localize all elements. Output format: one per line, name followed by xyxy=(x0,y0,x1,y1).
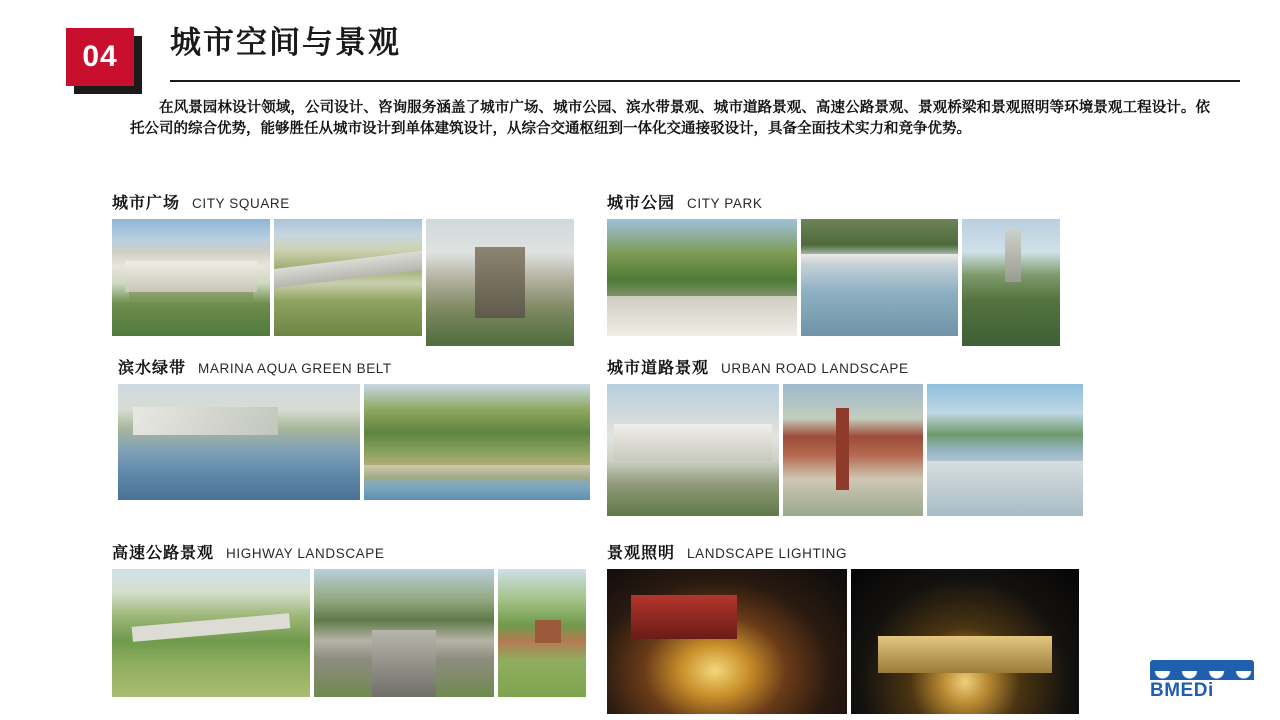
photo-city-square-aerial xyxy=(112,219,270,336)
title-wrapper xyxy=(170,25,401,67)
block-city-square xyxy=(112,190,574,346)
photo-waterfront-aerial-render xyxy=(118,384,360,500)
slide-header xyxy=(66,25,401,86)
photo-city-park-plaza xyxy=(607,219,797,336)
photo-row xyxy=(607,384,1083,516)
block-label-en: MARINA AQUA GREEN BELT xyxy=(198,361,392,376)
photo-lighting-fountain-show xyxy=(607,569,847,714)
title-divider xyxy=(170,80,1240,82)
logo-wave-icon xyxy=(1150,660,1254,680)
photo-highway-interchange xyxy=(112,569,310,697)
block-label-cn: 城市道路景观 xyxy=(607,358,710,377)
block-heading xyxy=(607,355,1083,378)
photo-urban-road-waterfront xyxy=(927,384,1083,516)
block-heading xyxy=(118,355,590,378)
company-logo xyxy=(1150,660,1258,704)
block-label-en: HIGHWAY LANDSCAPE xyxy=(226,546,385,561)
block-waterfront xyxy=(118,355,590,500)
block-label-en: LANDSCAPE LIGHTING xyxy=(687,546,848,561)
photo-highway-roadway xyxy=(314,569,494,697)
section-number: 04 xyxy=(66,28,134,86)
photo-urban-road-corridor xyxy=(783,384,923,516)
block-label-cn: 城市公园 xyxy=(607,193,676,212)
block-label-en: CITY SQUARE xyxy=(192,196,290,211)
photo-row xyxy=(112,219,574,346)
block-label-en: CITY PARK xyxy=(687,196,763,211)
block-heading xyxy=(112,190,574,213)
photo-city-park-pagoda xyxy=(962,219,1060,346)
block-highway xyxy=(112,540,586,697)
photo-city-square-tower xyxy=(426,219,574,346)
photo-waterfront-greenbelt-render xyxy=(364,384,590,500)
block-label-en: URBAN ROAD LANDSCAPE xyxy=(721,361,909,376)
photo-highway-rest-area xyxy=(498,569,586,697)
photo-row xyxy=(112,569,586,697)
photo-city-park-fountain xyxy=(801,219,958,336)
photo-city-square-overpass xyxy=(274,219,422,336)
photo-urban-road-building xyxy=(607,384,779,516)
block-urban-road xyxy=(607,355,1083,516)
logo-text: BMEDi xyxy=(1150,680,1214,701)
block-heading xyxy=(112,540,586,563)
block-label-cn: 滨水绿带 xyxy=(118,358,187,377)
photo-lighting-great-hall xyxy=(851,569,1079,714)
intro-paragraph: 在风景园林设计领域，公司设计、咨询服务涵盖了城市广场、城市公园、滨水带景观、城市道路景观、高速公路景观、景观桥梁和景观照明等环境景观工程设计。依托公司的综合优势，能够胜任从城市设计到单体建筑设计，从综合交通枢纽到一体化交通接驳设计，具备全面技术实力和竞争优势。 xyxy=(130,100,1210,137)
block-lighting xyxy=(607,540,1079,714)
photo-row xyxy=(118,384,590,500)
block-label-cn: 城市广场 xyxy=(112,193,181,212)
photo-row xyxy=(607,569,1079,714)
block-label-cn: 景观照明 xyxy=(607,543,676,562)
block-heading xyxy=(607,540,1079,563)
block-city-park xyxy=(607,190,1060,346)
block-heading xyxy=(607,190,1060,213)
photo-row xyxy=(607,219,1060,346)
block-label-cn: 高速公路景观 xyxy=(112,543,215,562)
page-title: 城市空间与景观 xyxy=(170,25,401,61)
